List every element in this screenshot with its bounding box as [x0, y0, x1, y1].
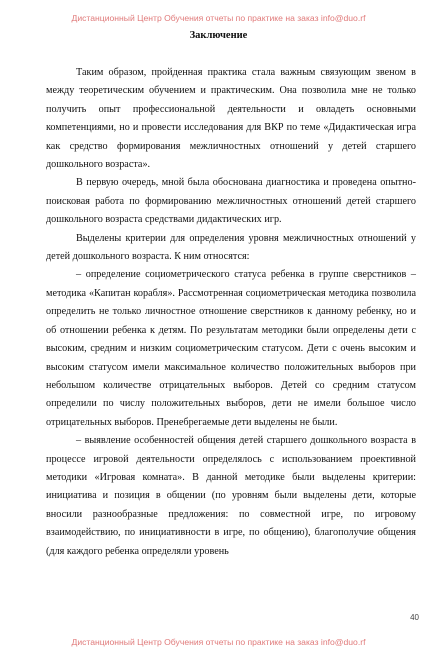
page-number: 40 — [410, 613, 419, 622]
page-title: Заключение — [189, 30, 248, 41]
watermark-top: Дистанционный Центр Обучения отчеты по практике на заказ info@duo.rf — [71, 13, 366, 23]
paragraph: Выделены критерии для определения уровня межличностных отношений у детей дошкольного возраста. К ним относятся: — [46, 232, 416, 263]
paragraph: Таким образом, пройденная практика стала важным связующим звеном в между теоретическим обучением и практическим. Она позволила мне не только получить опыт профессиональной деятельности и овладеть основными компетенциями, но и провести исследования для ВКР по теме «Дидактическая игра как средство формирования межличностных отношений у детей старшего дошкольного возраста». — [46, 67, 416, 171]
document-body — [46, 64, 416, 561]
list-item: – определение социометрического статуса ребенка в группе сверстников – методика «Капитан корабля». Рассмотренная социометрическая методика позволила определить не только личностное отношение сверстников к данному ребенку, но и об отношении ребенка к детям. По результатам методики были определены дети с высоким, средним и низким социометрическим статусом. Дети с очень высоким и высоким статусом имели максимальное количество положительных выборов при небольшом количестве отрицательных выборов. Детей со средним статусом определили по числу положительных выборов, дети не имели большое число отрицательных выборов. Пренебрегаемые дети выделены не были. — [46, 269, 416, 428]
list-item: – выявление особенностей общения детей старшего дошкольного возраста в процессе игровой деятельности определялось с использованием проективной методики «Игровая комната». В данной методике были выделены критерии: инициатива и позиция в общении (по уровням были выделены дети, которые вносили разнообразные предложения: по совместной игре, по игровому взаимодействию, по инициативности в игре, по общению), благополучие общения (для каждого ребенка определяли уровень — [46, 435, 416, 557]
paragraph: В первую очередь, мной была обоснована диагностика и проведена опытно-поисковая работа по формированию межличностных отношений детей старшего дошкольного возраста средствами дидактических игр. — [46, 177, 416, 226]
watermark-bottom: Дистанционный Центр Обучения отчеты по практике на заказ info@duo.rf — [71, 637, 366, 647]
